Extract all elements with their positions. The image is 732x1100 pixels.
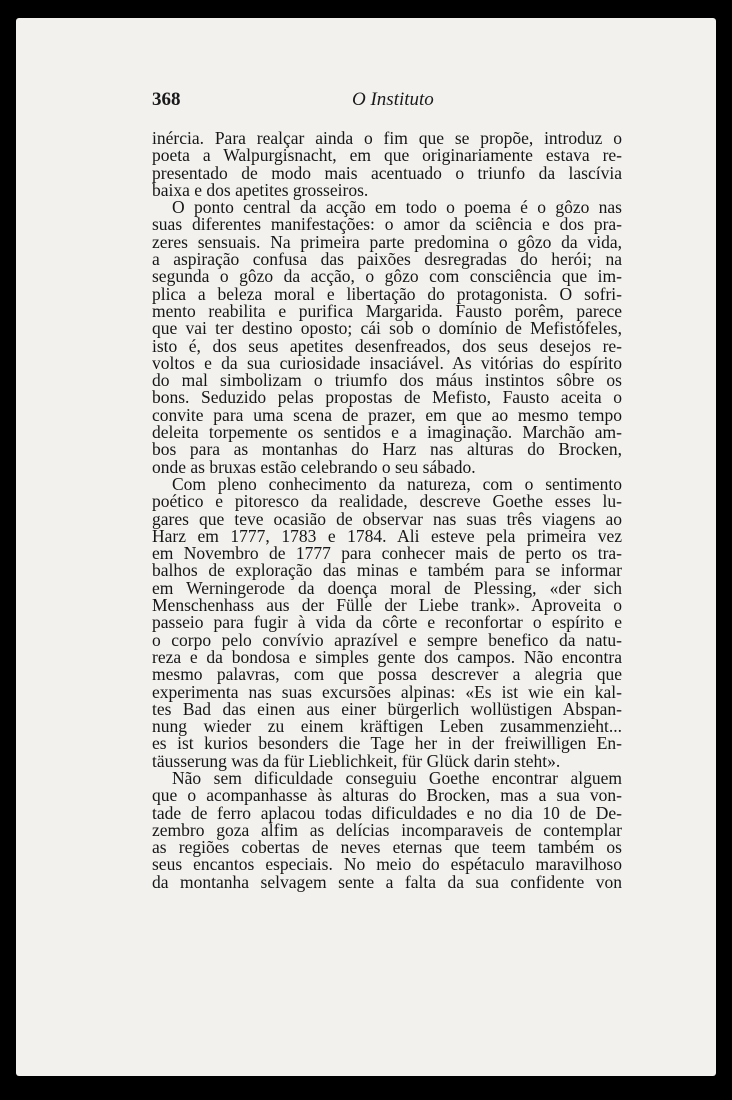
text-line: convite para uma scena de prazer, em que ao mesmo tempo [152,404,622,425]
text-line: a aspiração confusa das paixões desregradas do herói; na [152,249,622,270]
text-line: gares que teve ocasião de observar nas suas três viagens ao [152,508,622,529]
text-line: experimenta nas suas excursões alpinas: «Es ist wie ein kal- [152,681,622,702]
page-number: 368 [152,89,181,110]
text-line: deleita torpemente os sentidos e a imaginação. Marchão am- [152,422,622,443]
text-line: as regiões cobertas de neves eternas que teem também os [152,837,622,858]
text-line: zembro goza alfim as delícias incomparaveis de contemplar [152,819,622,840]
text-line: Não sem dificuldade conseguiu Goethe encontrar alguem [172,767,622,788]
text-line: passeio para fugir à vida da côrte e reconfortar o espírito e [152,612,622,633]
text-line: em Novembro de 1777 para conhecer mais de perto os tra- [152,543,622,564]
text-line: poeta a Walpurgisnacht, em que originariamente estava re- [152,145,622,166]
text-line: da montanha selvagem sente a falta da sua confidente von [152,871,622,892]
text-line: O ponto central da acção em todo o poema é o gôzo nas [172,197,622,218]
running-head [152,89,622,113]
text-line: nung wieder zu einem kräftigen Leben zusammenzieht... [152,716,622,737]
text-line: que vai ter destino oposto; cái sob o domínio de Mefistófeles, [152,318,622,339]
text-line: poético e pitoresco da realidade, descreve Goethe esses lu- [152,491,622,512]
text-line: em Werningerode da doença moral de Plessing, «der sich [152,577,622,598]
text-line: tes Bad das einen aus einer bürgerlich wollüstigen Abspan- [152,698,622,719]
text-line: inércia. Para realçar ainda o fim que se propõe, introduz o [152,128,622,148]
text-line: täusserung was da für Lieblichkeit, für Glück darin steht». [152,750,561,771]
text-line: reza e da bondosa e simples gente dos campos. Não encontra [152,646,622,667]
text-line: presentado de modo mais acentuado o triunfo da lascívia [152,162,622,183]
body-text [152,130,622,891]
text-line: bons. Seduzido pelas propostas de Mefisto, Fausto aceita o [152,387,622,408]
text-line: do mal simbolizam o triumfo dos máus instintos sôbre os [152,370,622,391]
text-line: mesmo palavras, com que possa descrever a alegria que [152,664,622,685]
text-line: suas diferentes manifestações: o amor da sciência e dos pra- [152,214,622,235]
text-line: segunda o gôzo da acção, o gôzo com consciência que im- [152,266,622,287]
text-line: es ist kurios besonders die Tage her in der freiwilligen En- [152,733,622,754]
text-line: zeres sensuais. Na primeira parte predomina o gôzo da vida, [152,231,622,252]
journal-title: O Instituto [352,89,434,110]
text-line: voltos e da sua curiosidade insaciável. As vitórias do espírito [152,352,622,373]
text-line: Com pleno conhecimento da natureza, com o sentimento [172,473,622,494]
text-line: onde as bruxas estão celebrando o seu sábado. [152,456,476,477]
text-line: balhos de exploração das minas e também para se informar [152,560,622,581]
text-line: bos para as montanhas do Harz nas alturas do Brocken, [152,439,622,460]
text-line: Menschenhass aus der Fülle der Liebe trank». Aproveita o [152,595,622,616]
text-line: tade de ferro aplacou todas dificuldades e no dia 10 de De- [152,802,622,823]
text-line: que o acompanhasse às alturas do Brocken, mas a sua von- [152,785,622,806]
text-line: isto é, dos seus apetites desenfreados, dos seus desejos re- [152,335,622,356]
text-line: mento reabilita e purifica Margarida. Fausto porêm, parece [152,300,622,321]
text-line: Harz em 1777, 1783 e 1784. Ali esteve pela primeira vez [152,525,622,546]
text-line: plica a beleza moral e libertação do protagonista. O sofri- [152,283,622,304]
text-line: o corpo pelo convívio aprazível e sempre benefico da natu- [152,629,622,650]
text-line: baixa e dos apetites grosseiros. [152,179,369,200]
text-line: seus encantos especiais. No meio do espétaculo maravilhoso [152,854,622,875]
